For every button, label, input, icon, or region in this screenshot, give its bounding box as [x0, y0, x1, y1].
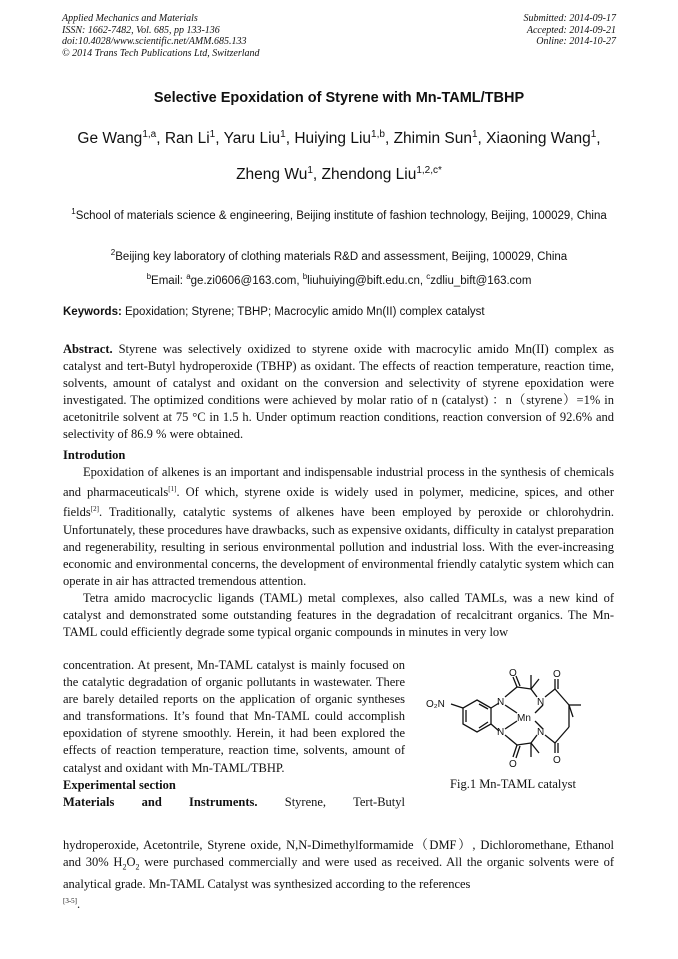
nitro-label: O₂N: [426, 699, 445, 710]
materials-paragraph: [63, 837, 614, 913]
doi-line: doi:10.4028/www.scientific.net/AMM.685.133: [62, 36, 247, 47]
author-sup: 1,b: [371, 129, 385, 140]
bond: [555, 689, 569, 705]
intro-text: Epoxidation of alkenes is an important and indispensable industrial process in the synthesis of chemicals and pharmaceuticals: [63, 465, 614, 500]
manganese-label: Mn: [517, 713, 531, 724]
author-name: Zheng Wu: [236, 166, 308, 184]
subscript: 2: [122, 862, 127, 872]
email-line: [55, 268, 623, 290]
oxygen-label: O: [509, 759, 517, 770]
materials-text: Styrene, Tert-Butyl: [257, 794, 405, 809]
author-sup: 1: [209, 129, 216, 140]
issn-line: ISSN: 1662-7482, Vol. 685, pp 133-136: [62, 24, 220, 36]
accepted-date: Accepted: 2014-09-21: [526, 24, 616, 36]
introduction-section: [63, 447, 614, 641]
author-name: Huiying Liu: [294, 130, 372, 148]
abstract-paragraph: [63, 341, 614, 444]
materials-text: were purchased commercially and were used as received. All the organic solvents were of analytical grade. Mn-TAML Catalyst was synthesized according to the references: [63, 855, 614, 891]
email-link[interactable]: zdliu_bift@163.com: [430, 274, 532, 287]
intro-heading: Introdution: [63, 448, 126, 462]
abstract-text: Styrene was selectively oxidized to styrene oxide with macrocylic amido Mn(II) complex as catalyst and tert-Butyl hydroperoxide (TBHP) as oxidant. The effects of reaction temperature, reaction time, solvents, amount of catalyst and oxidant on the conversion and selectivity of styrene epoxidation were investigated. The optimized conditions were achieved by molar ratio of n (catalyst) ：n（styrene）=1% in acetonitrile solvent at 75 °C in 1.5 h. Under optimum reaction conditions, reaction conversion of 92.6% and selectivity of 86.9 % were obtained.: [63, 342, 614, 442]
oxygen-label: O: [553, 755, 561, 766]
intro-paragraph-2-cont: concentration. At present, Mn-TAML catalyst is mainly focused on the catalytic degradation of organic pollutants in wastewater. There are barely detailed reports on the application of organic syntheses and transformations. It’s found that Mn-TAML could accomplish epoxidation of styrene smoothly. Herein, it had been explored the effects of reaction temperature, reaction time, solvents, amount of catalyst and oxidant with Mn-TAML/TBHP.: [63, 658, 405, 775]
author-name: Zhimin Sun: [393, 130, 472, 148]
dates-info: [524, 13, 617, 48]
author-sup: 1: [280, 129, 286, 140]
coordination-bond: [505, 721, 517, 729]
author-sup: 1,2,c*: [416, 165, 442, 176]
email-sup: c: [426, 272, 431, 281]
aff-text: School of materials science & engineering, Beijing institute of fashion technology, Beijing, 100029, China: [75, 209, 607, 222]
materials-lead: [63, 794, 405, 811]
materials-text: hydroperoxide, Acetontrile, Styrene oxide, N,N-Dimethylformamide（DMF）, Dichloromethane, Ethanol and 30% H: [63, 838, 614, 870]
bond: [505, 687, 517, 697]
email-link[interactable]: liuhuiying@bift.edu.cn,: [307, 274, 427, 287]
formula-part: O: [126, 855, 136, 870]
author-sup: 1: [307, 165, 313, 176]
affiliation-2: [55, 244, 623, 266]
copyright-line: © 2014 Trans Tech Publications Ltd, Switzerland: [62, 47, 260, 59]
nitrogen-label: N: [537, 727, 545, 738]
email-sup: a: [186, 272, 191, 281]
author-sup: 1: [471, 129, 478, 140]
aff-sup: 1: [71, 207, 76, 216]
intro-wrap-column: [63, 657, 405, 811]
author-sup: 1: [590, 129, 597, 140]
affiliation-1: [55, 203, 623, 225]
author-line-1: Ge Wang$^{1,a}$, Ran Li$^1$, Yaru Liu$^1$, Huiying Liu$^{1,b}$, Zhimin Sun$^1$, Xiaoning Wang$^1$,: [77, 129, 601, 148]
atom-labels: [426, 668, 561, 770]
paper-title: Selective Epoxidation of Styrene with Mn-TAML/TBHP: [153, 90, 525, 106]
coordination-bond: [505, 705, 517, 713]
methyl-bond: [531, 743, 539, 753]
bond: [505, 735, 517, 745]
bond: [531, 689, 537, 697]
bond: [517, 743, 531, 745]
ring-double-bond: [479, 704, 488, 709]
subscript: 2: [135, 862, 140, 872]
methyl-bond: [531, 679, 539, 689]
bond: [545, 689, 555, 697]
intro-paragraph-1: [63, 464, 614, 590]
citation: [1]: [168, 485, 177, 494]
intro-text: . Traditionally, catalytic systems of alkenes have been employed by peroxide or chlorohydrin. Unfortunately, these procedures have drawbacks, such as expensive oxidants, difficulty in catalyst preparation and regenerability, resulting in serious environmental pollution and industrial loss. With the ever-increasing economic and environmental concerns, the development of environmental friendly catalytic system which can operate in air has attracted tremendous attention.: [63, 505, 614, 588]
aff-sup: 2: [110, 248, 116, 257]
intro-paragraph-2: Tetra amido macrocyclic ligands (TAML) metal complexes, also called TAMLs, was a new kind of catalyst and demonstrated some outstanding features in the degradation of recalcitrant organics. The Mn-TAML could efficiently degrade some typical organic compounds in minutes in very low: [63, 591, 614, 640]
nitro-bond: [451, 704, 463, 708]
keywords-text: Epoxidation; Styrene; TBHP; Macrocylic amido Mn(II) complex catalyst: [121, 306, 485, 318]
bond: [517, 687, 531, 689]
benzene-ring: [463, 700, 491, 732]
bond: [545, 735, 555, 743]
intro-text: . Of which, styrene oxide is widely used in polymer, medicine, spices, and other fields: [63, 485, 614, 520]
abstract-label: Abstract.: [63, 342, 113, 356]
nitrogen-label: N: [497, 697, 505, 708]
email-label: Email:: [151, 274, 187, 287]
keywords: [63, 306, 618, 318]
email-link[interactable]: ge.zi0606@163.com,: [190, 274, 303, 287]
author-line-2: Zheng Wu$^1$, Zhendong Liu$^{1,2,c*}$: [236, 165, 442, 184]
citation: [3-5]: [63, 896, 77, 905]
experimental-heading: Experimental section: [63, 777, 176, 792]
figure-caption: Fig.1 Mn-TAML catalyst: [450, 777, 576, 791]
author-name: Ran Li: [164, 130, 210, 148]
keywords-label: Keywords:: [63, 306, 122, 318]
citation: [2]: [90, 505, 99, 514]
author-sup: 1,a: [142, 129, 157, 140]
author-name: Xiaoning Wang: [486, 130, 591, 148]
email-sup: b: [146, 272, 152, 281]
online-date: Online: 2014-10-27: [536, 36, 616, 47]
nitrogen-label: N: [497, 727, 505, 738]
materials-heading: Materials and Instruments.: [63, 794, 258, 809]
period: .: [77, 896, 81, 911]
oxygen-label: O: [509, 668, 517, 679]
materials-section: [63, 837, 614, 913]
aff-text: Beijing key laboratory of clothing materials R&D and assessment, Beijing, 100029, China: [115, 250, 568, 263]
journal-info: [62, 13, 260, 59]
nitrogen-label: N: [537, 697, 545, 708]
oxygen-label: O: [553, 669, 561, 680]
submitted-date: Submitted: 2014-09-17: [523, 13, 616, 24]
author-name: Yaru Liu: [223, 130, 281, 148]
bond: [555, 727, 569, 743]
journal-name: Applied Mechanics and Materials: [62, 13, 198, 24]
author-name: Zhendong Liu: [321, 166, 417, 184]
email-sup: b: [302, 272, 308, 281]
abstract-section: [63, 341, 614, 444]
author-name: Ge Wang: [77, 130, 143, 148]
molecule-bonds: [451, 675, 581, 758]
